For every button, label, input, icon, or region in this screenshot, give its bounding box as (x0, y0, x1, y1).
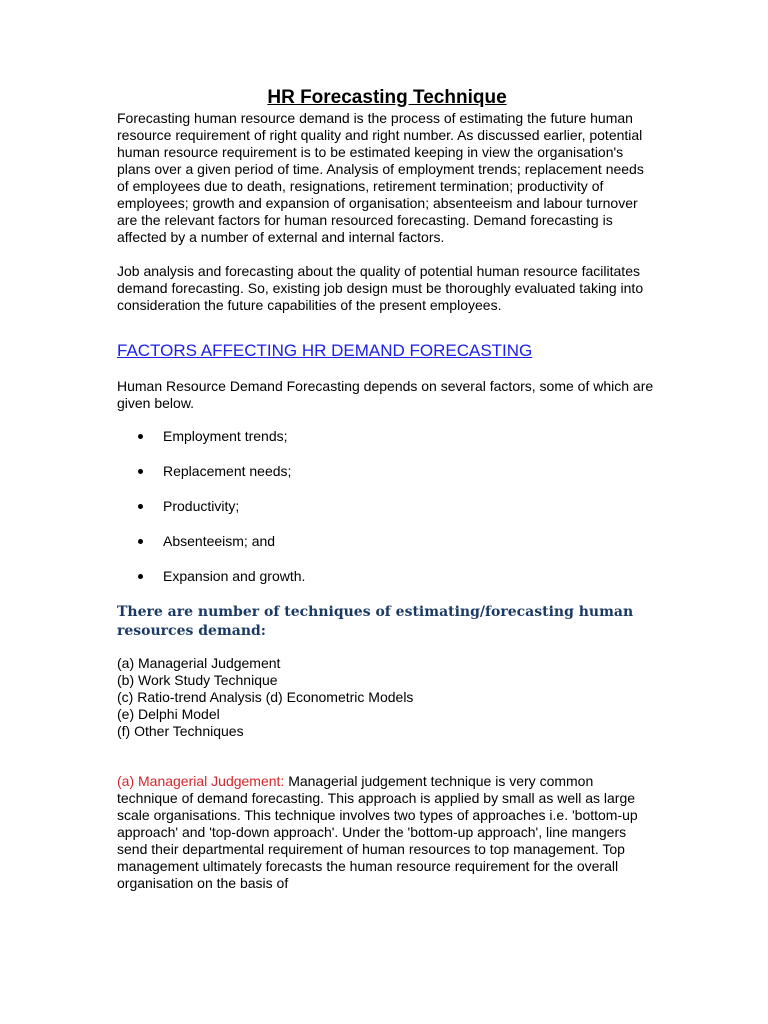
technique-item: (e) Delphi Model (117, 706, 220, 722)
list-item-text: Expansion and growth. (163, 568, 306, 584)
techniques-heading: There are number of techniques of estimating/forecasting human resources demand: (117, 604, 634, 639)
bullet-icon (138, 469, 143, 474)
technique-item: (c) Ratio-trend Analysis (d) Econometric Models (117, 689, 414, 705)
technique-item: (a) Managerial Judgement (117, 655, 281, 671)
bullet-icon (138, 434, 143, 439)
techniques-list (117, 655, 657, 740)
technique-item: (b) Work Study Technique (117, 672, 278, 688)
intro-paragraph: Forecasting human resource demand is the process of estimating the future human resource requirement of right quality and right number. As discussed earlier, potential human resource requirement is to be estimated keeping in view the organisation's plans over a given period of time. Analysis of employment trends; replacement needs of employees due to death, resignations, retirement termination; productivity of employees; growth and expansion of organisation; absenteeism and labour turnover are the relevant factors for human resourced forecasting. Demand forecasting is affected by a number of external and internal factors. (117, 110, 644, 245)
list-item (117, 463, 657, 480)
list-item-text: Replacement needs; (163, 463, 292, 479)
list-item (117, 428, 657, 445)
list-item-text: Productivity; (163, 498, 240, 514)
managerial-judgement-label: (a) Managerial Judgement: (117, 773, 285, 789)
list-item-text: Absenteeism; and (163, 533, 276, 549)
list-item (117, 498, 657, 515)
list-item-text: Employment trends; (163, 428, 288, 444)
job-analysis-paragraph: Job analysis and forecasting about the quality of potential human resource facilitates demand forecasting. So, existing job design must be thoroughly evaluated taking into consideration the future capabilities of the present employees. (117, 263, 644, 313)
page-title: HR Forecasting Technique (267, 87, 507, 108)
list-item (117, 568, 657, 585)
bullet-icon (138, 539, 143, 544)
factors-list (117, 428, 657, 585)
bullet-icon (138, 574, 143, 579)
document-content (117, 86, 657, 892)
factors-intro: Human Resource Demand Forecasting depends on several factors, some of which are given below. (117, 378, 654, 411)
list-item (117, 533, 657, 550)
technique-item: (f) Other Techniques (117, 723, 244, 739)
bullet-icon (138, 504, 143, 509)
managerial-judgement-text: Managerial judgement technique is very common technique of demand forecasting. This approach is applied by small as well as large scale organisations. This technique involves two types of approaches i.e. 'bottom-up approach' and 'top-down approach'. Under the 'bottom-up approach', line mangers send their departmental requirement of human resources to top management. Top management ultimately forecasts the human resource requirement for the overall organisation on the basis of (117, 773, 638, 891)
factors-heading[interactable]: FACTORS AFFECTING HR DEMAND FORECASTING (117, 341, 533, 360)
managerial-judgement-paragraph (117, 773, 657, 892)
